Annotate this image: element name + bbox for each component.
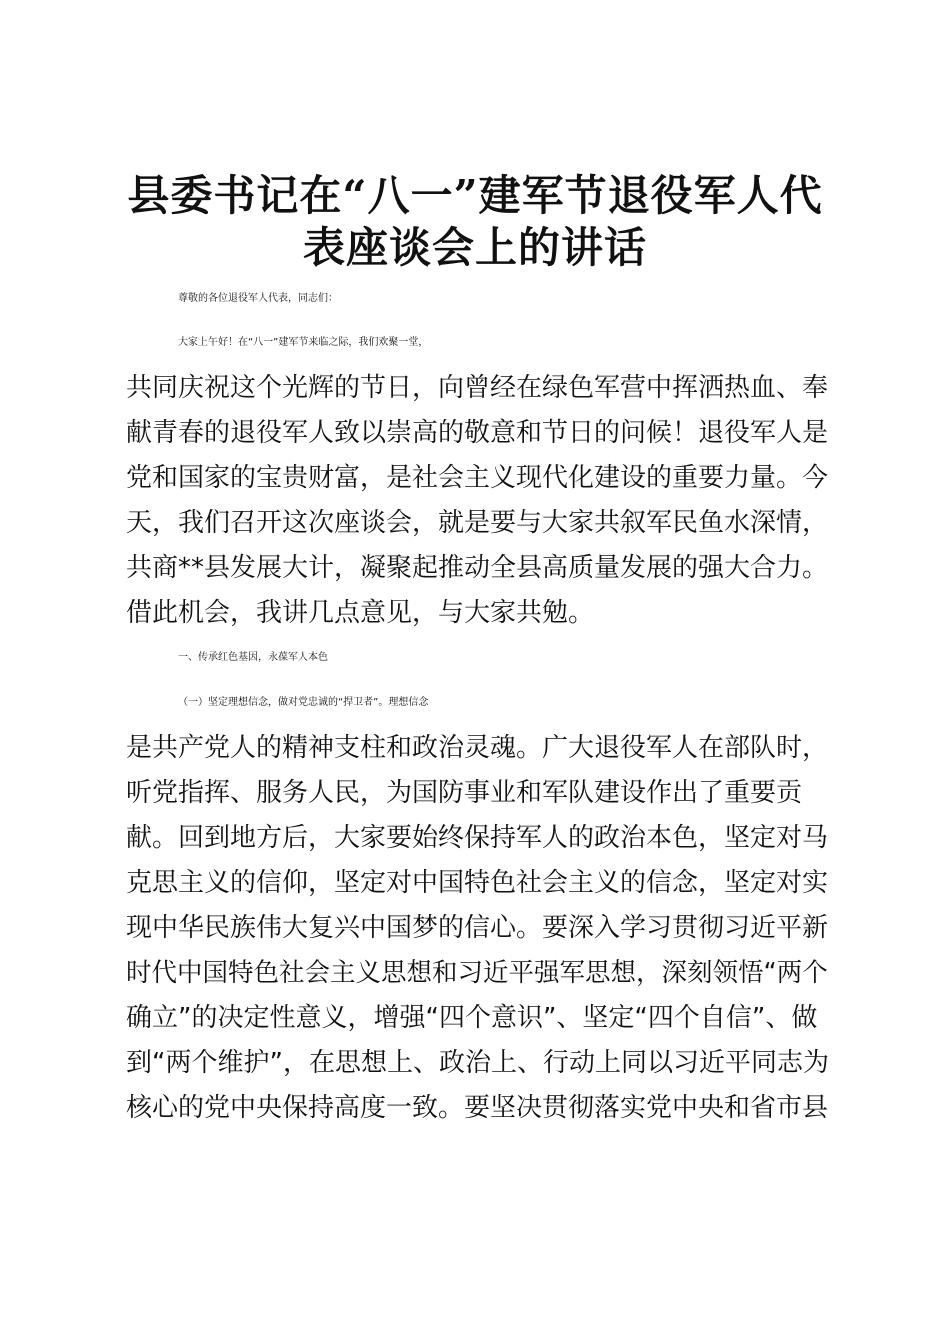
body-line: 现中华民族伟大复兴中国梦的信心。要深入学习贯彻习近平新	[126, 913, 829, 943]
body-line: 献青春的退役军人致以崇高的敬意和节日的问候！退役军人是	[126, 418, 829, 448]
body-line: 确立”的决定性意义，增强“四个意识”、坚定“四个自信”、做	[126, 1003, 818, 1033]
body-line: 献。回到地方后，大家要始终保持军人的政治本色，坚定对马	[126, 823, 829, 853]
body-line: 党和国家的宝贵财富，是社会主义现代化建设的重要力量。今	[126, 463, 829, 493]
section-heading: 一、传承红色基因，永葆军人本色	[178, 652, 328, 663]
body-line: 听党指挥、服务人民，为国防事业和军队建设作出了重要贡	[126, 778, 803, 808]
body-line: 共同庆祝这个光辉的节日，向曾经在绿色军营中挥洒热血、奉	[126, 373, 829, 403]
body-line: 是共产党人的精神支柱和政治灵魂。广大退役军人在部队时，	[126, 733, 829, 763]
body-line: 核心的党中央保持高度一致。要坚决贯彻落实党中央和省市县	[126, 1093, 829, 1123]
body-line: 共商**县发展大计，凝聚起推动全县高质量发展的强大合力。	[126, 553, 829, 583]
salutation: 尊敬的各位退役军人代表，同志们：	[178, 293, 338, 304]
body-line: 大家上午好！在“八一”建军节来临之际，我们欢聚一堂，	[178, 337, 429, 348]
document-title-line-2: 表座谈会上的讲话	[302, 223, 647, 272]
subsection-heading: （一）坚定理想信念，做对党忠诚的“捍卫者”。理想信念	[178, 697, 429, 708]
body-line: 天，我们召开这次座谈会，就是要与大家共叙军民鱼水深情，	[126, 508, 829, 538]
document-title-line-1: 县委书记在“八一”建军节退役军人代	[127, 171, 823, 220]
body-line: 到“两个维护”，在思想上、政治上、行动上同以习近平同志为	[126, 1048, 829, 1078]
body-line: 时代中国特色社会主义思想和习近平强军思想，深刻领悟“两个	[126, 958, 828, 988]
body-line: 克思主义的信仰，坚定对中国特色社会主义的信念，坚定对实	[126, 868, 829, 898]
body-line: 借此机会，我讲几点意见，与大家共勉。	[126, 598, 595, 628]
